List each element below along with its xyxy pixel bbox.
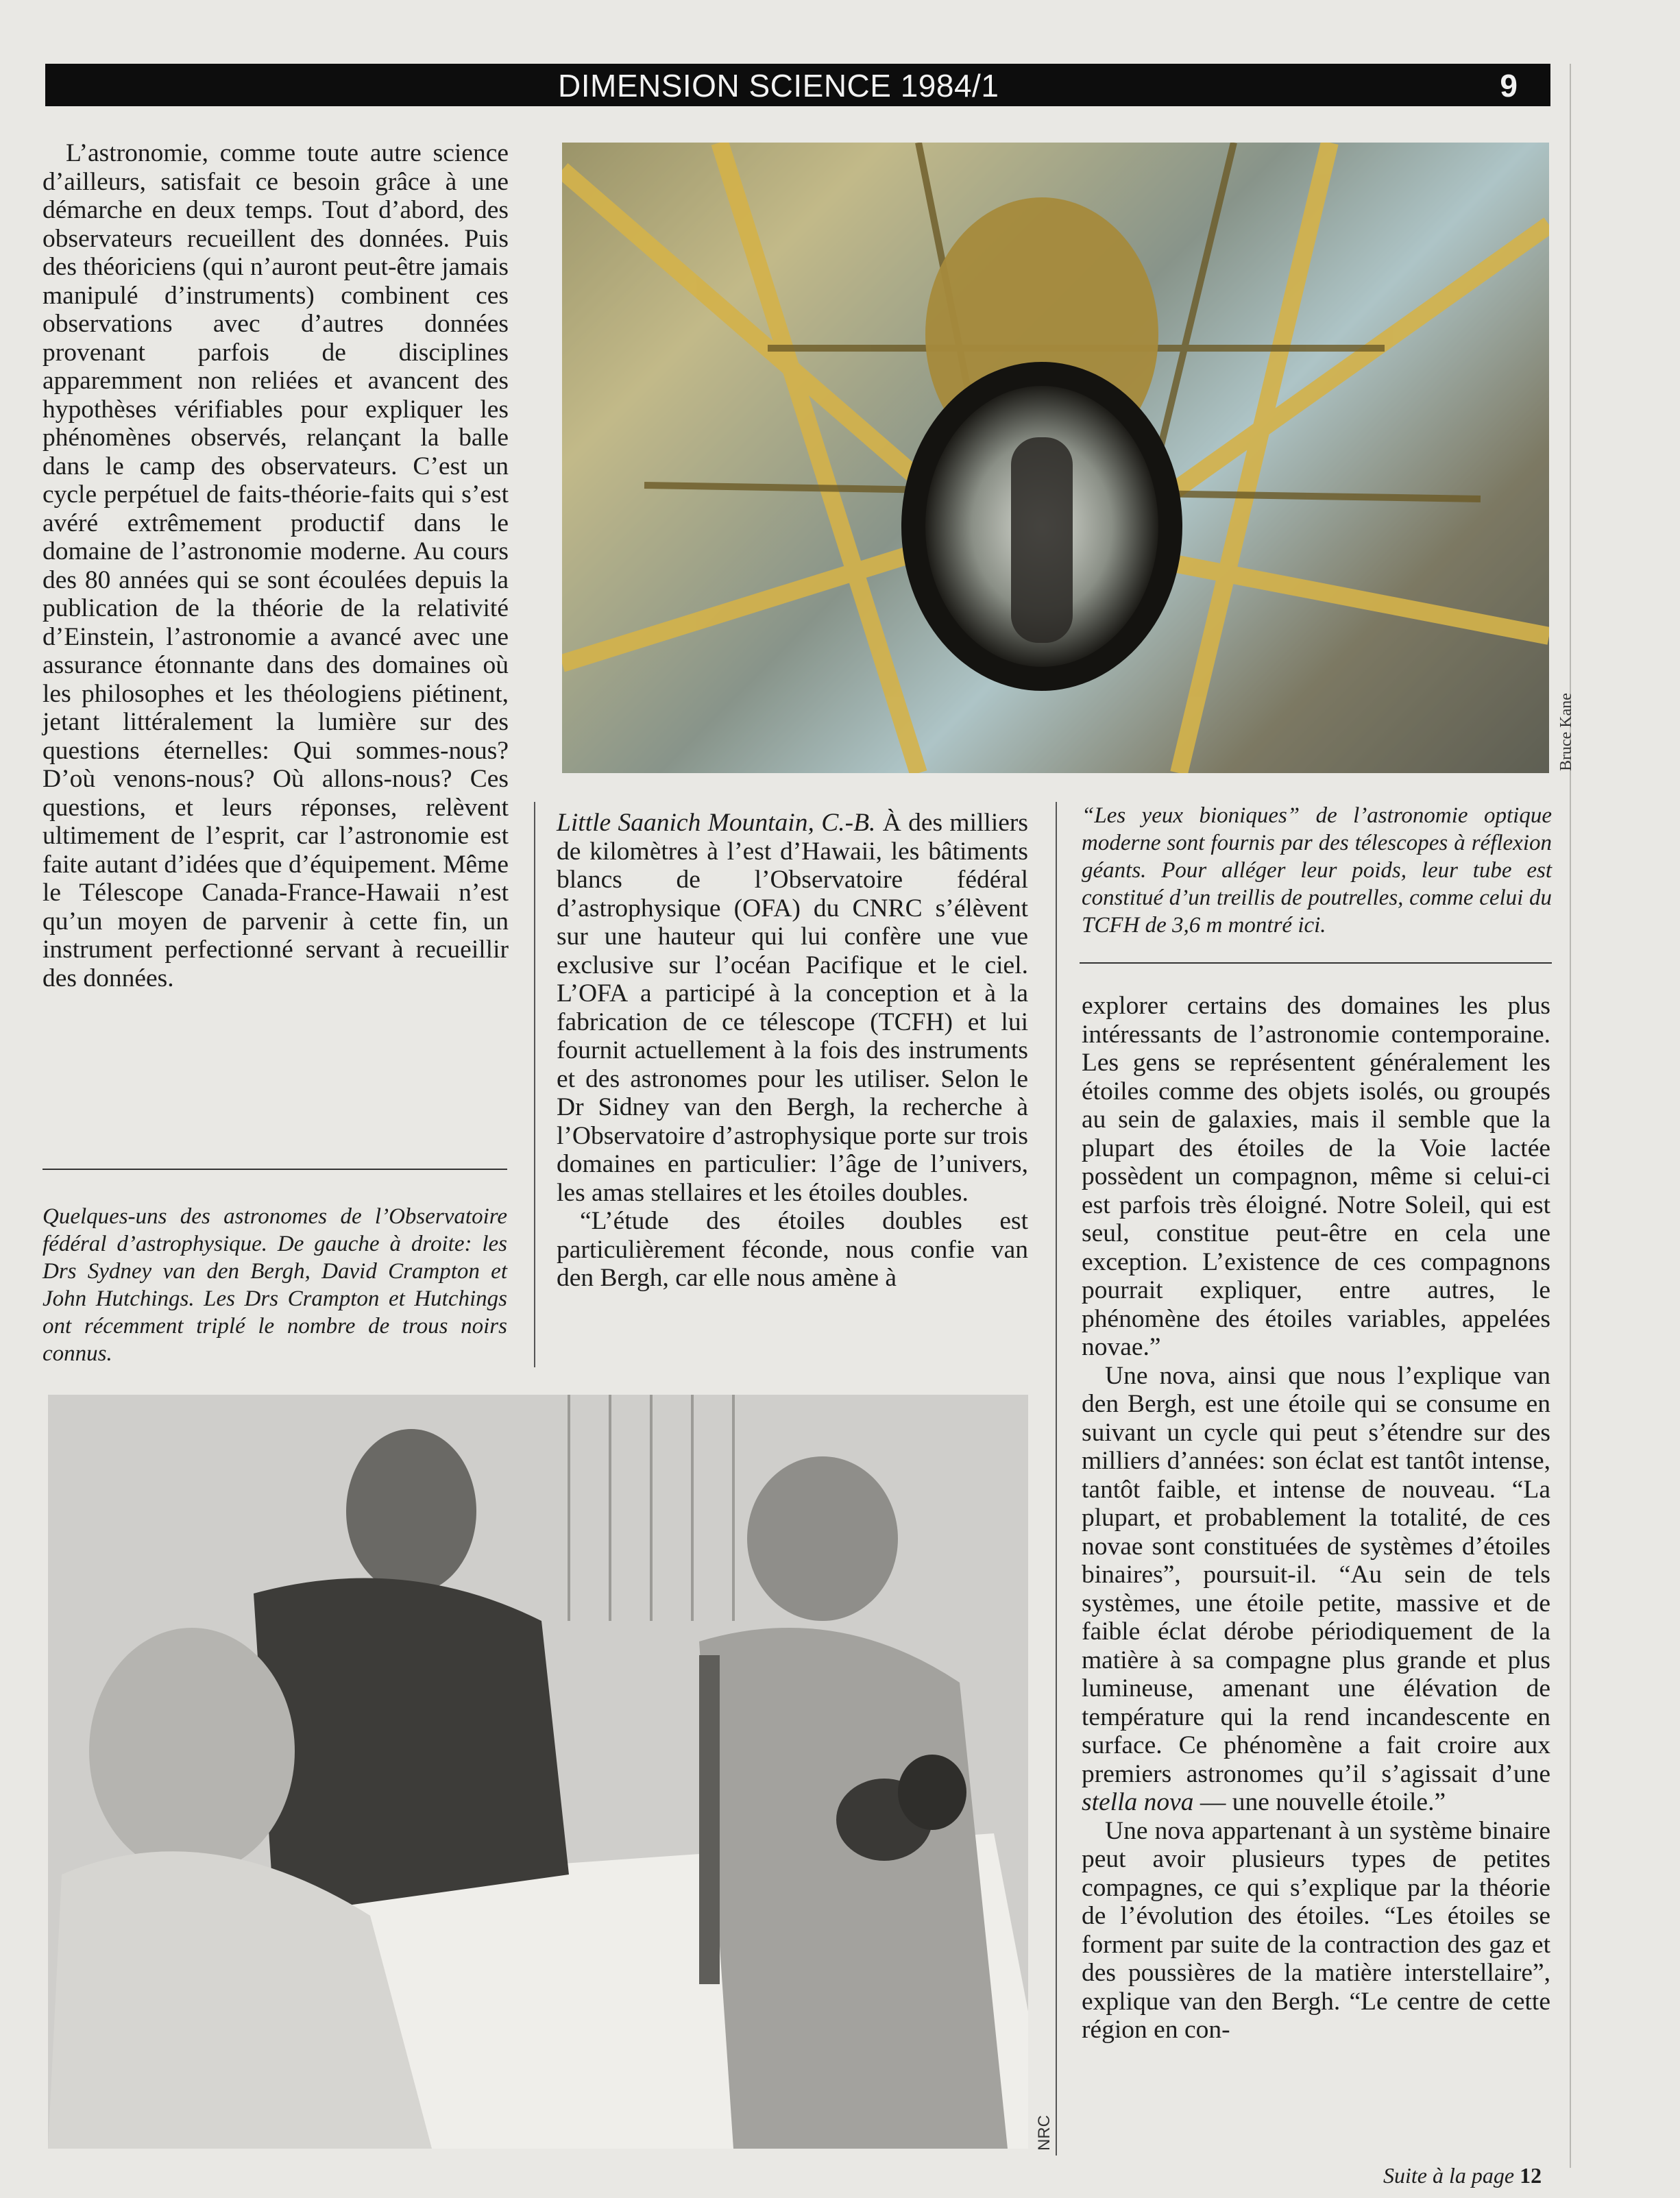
running-header xyxy=(45,64,1550,106)
article-paragraph xyxy=(1082,1362,1550,1817)
photo-caption-astronomers: Quelques-uns des astronomes de l’Observatoire fédéral d’astrophysique. De gauche à droite: les Drs Sydney van den Bergh, David Crampton et John Hutchings. Les Drs Crampton et Hutchings ont récemment triplé le nombre de trous noirs connus. xyxy=(42,1204,507,1366)
article-paragraph: Une nova appartenant à un système binaire peut avoir plusieurs types de petites compagnes, ce qui s’explique par la théorie de l’évolution des étoiles. “Les étoiles se forment par suite de la contraction des gaz et des poussières de la matière interstellaire”, explique van den Bergh. “Le centre de cette région en con- xyxy=(1082,1816,1550,2044)
page-edge-line xyxy=(1570,64,1571,2168)
column-middle xyxy=(557,809,1028,1293)
telescope-illustration xyxy=(562,143,1549,773)
photo-credit-telescope: Bruce Kane xyxy=(1557,693,1575,771)
photo-caption-telescope: “Les yeux bioniques” de l’astronomie optique moderne sont fournis par des télescopes à réflexion géants. Pour alléger leur poids, leur tube est constitué d’un treillis de poutrelles, comme celui du TCFH de 3,6 m montré ici. xyxy=(1082,803,1552,938)
paragraph-text: Une nova, ainsi que nous l’explique van den Bergh, est une étoile qui se consume en suivant un cycle qui peut s’étendre sur des milliers d’années: son éclat est tantôt intense, tantôt faible, et intense de nouveau. “La plupart, et probablement la totalité, de ces novae sont constituées de systèmes d’étoiles binaires”, poursuit-il. “Au sein de tels systèmes, une étoile petite, massive et de faible éclat dérobe périodiquement de la matière à sa compagne plus grande et plus lumineuse, amenant une élévation de température qui la rend incandescente en surface. Ce phénomène a fait croire aux premiers astronomes qu’il s’agissait d’une xyxy=(1082,1361,1550,1788)
photo-credit-astronomers: NRC xyxy=(1035,2115,1054,2151)
astronomers-illustration xyxy=(48,1395,1028,2149)
article-paragraph: “L’étude des étoiles doubles est particulièrement féconde, nous confie van den Bergh, car elle nous amène à xyxy=(557,1207,1028,1292)
latin-term: stella nova xyxy=(1082,1788,1194,1816)
publication-title: DIMENSION SCIENCE 1984/1 xyxy=(558,68,999,103)
article-paragraph: L’astronomie, comme toute autre science d’ailleurs, satisfait ce besoin grâce à une démarche en deux temps. Tout d’abord, des observateurs recueillent des données. Puis des théoriciens (qui n’auront peut-être jamais manipulé d’instruments) combinent ces observations avec d’autres données provenant parfois de disciplines apparemment non reliées et avancent des hypothèses vérifiables pour expliquer les phénomènes observés, relançant la balle dans le camp des observateurs. C’est un cycle perpétuel de faits-théorie-faits qui s’est avéré extrêmement productif dans le domaine de l’astronomie moderne. Au cours des 80 années qui se sont écoulées depuis la publication de la théorie de la relativité d’Einstein, l’astronomie a avancé avec une assurance étonnante dans des domaines où les philosophes et les théologiens piétinent, jetant littéralement la lumière sur des questions éternelles: Qui sommes-nous? D’où venons-nous? Où allons-nous? Ces questions, et leurs réponses, relèvent ultimement de l’esprit, car l’astronomie est faite autant d’idées que d’équipement. Même le Télescope Canada-France-Hawaii n’est qu’un moyen de parvenir à cette fin, un instrument perfectionné servant à recueillir des données. xyxy=(42,139,509,992)
caption-divider-left xyxy=(42,1169,507,1170)
column-rule-middle xyxy=(534,802,535,1367)
page-number: 9 xyxy=(1500,68,1518,103)
caption-divider-right xyxy=(1080,962,1552,964)
paragraph-text: À des milliers de kilomètres à l’est d’Hawaii, les bâtiments blancs de l’Observatoire fédéral d’astrophysique (OFA) du CNRC s’élèvent sur une hauteur qui lui confère une vue exclusive sur l’océan Pacifique et le ciel. L’OFA a participé à la conception et à la fabrication de ce télescope (TCFH) et lui fournit actuellement à la fois des instruments et des astronomes pour les utiliser. Selon le Dr Sidney van den Bergh, la recherche à l’Observatoire d’astrophysique porte sur trois domaines en particulier: l’âge de l’univers, les amas stellaires et les étoiles doubles. xyxy=(557,809,1028,1207)
continued-on-page xyxy=(1383,2162,1542,2189)
column-rule-right xyxy=(1056,802,1057,2156)
astronomers-photo xyxy=(48,1395,1028,2149)
paragraph-text: — une nouvelle étoile.” xyxy=(1193,1788,1446,1816)
column-right xyxy=(1082,992,1550,2044)
telescope-photo xyxy=(562,143,1549,773)
article-paragraph xyxy=(557,809,1028,1207)
continued-label: Suite à la page xyxy=(1383,2163,1515,2188)
dateline: Little Saanich Mountain, C.-B. xyxy=(557,809,876,837)
article-paragraph: explorer certains des domaines les plus intéressants de l’astronomie contemporaine. Les gens se représentent généralement les étoiles comme des objets isolés, ou groupés au sein de galaxies, mais il semble que la plupart des étoiles de la Voie lactée possèdent un compagnon, même si celui-ci est parfois très éloigné. Notre Soleil, qui est seul, constitue peut-être en cela une exception. L’existence de ces compagnons pourrait expliquer, entre autres, le phénomène des étoiles variables, appelées novae.” xyxy=(1082,992,1550,1361)
column-left xyxy=(42,139,509,992)
continued-page-number: 12 xyxy=(1520,2163,1542,2188)
